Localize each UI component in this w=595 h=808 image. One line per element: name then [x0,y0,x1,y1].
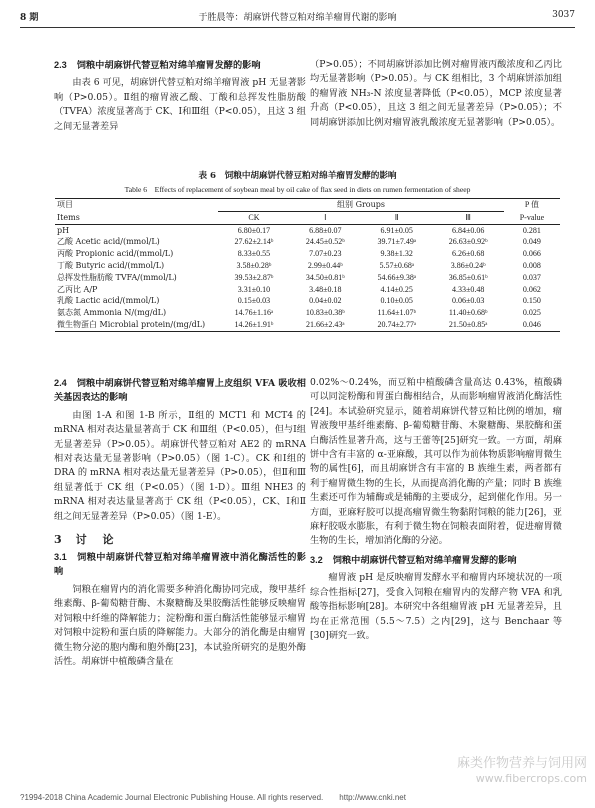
group-header-3: Ⅲ [465,212,471,222]
cell: 0.06±0.03 [451,296,485,306]
paragraph: 由表 6 可见，胡麻饼代替豆粕对绵羊瘤胃液 pH 无显著影响（P>0.05）。Ⅱ组的瘤胃液乙酸、丁酸和总挥发性脂肪酸（TVFA）浓度显著高于 CK、Ⅰ和Ⅲ组（P<0.05），且这 3 组之间无显著差异 [54,77,306,132]
table-row [55,295,560,307]
watermark [457,756,587,786]
cell: 0.049 [522,237,541,247]
cell: 21.50±0.85ᵃ [448,319,488,329]
left-column-bottom [54,376,306,669]
right-column-top [310,58,562,130]
cell: 20.74±2.77ᵃ [377,319,417,329]
cell: 3.58±0.28ᵇ [236,260,272,270]
cell: 4.14±0.25 [380,284,413,294]
cell: 7.07±0.23 [309,249,342,259]
cell: 4.33±0.48 [451,284,485,294]
paragraph: （P>0.05）；不同胡麻饼添加比例对瘤胃液丙酸浓度和乙丙比均无显著影响（P>0.05）。与 CK 组相比，3 个胡麻饼添加组的瘤胃液 NH₃-N 浓度显著降低（P<0.05），MCP 浓度显著升高（P<0.05），且这 3 组之间无显著差异（P>0.05）；不同胡麻饼添加比例对瘤胃液乳酸浓度无显著影响（P>0.05）。 [310,59,562,128]
row-label: 乙丙比 A/P [57,284,98,294]
section-heading-2-3: 2.3 饲粮中胡麻饼代替豆粕对绵羊瘤胃发酵的影响 [54,60,261,71]
cell: 6.26±0.68 [451,249,485,259]
cell: 54.66±9.38ᵃ [377,272,417,282]
cell: 9.38±1.32 [380,249,413,259]
cell: 6.88±0.07 [309,225,342,235]
watermark-line1: 麻类作物营养与饲用网 [456,756,587,771]
cell: 10.83±0.38ᵇ [305,308,345,318]
section-heading-2-4: 2.4 饲粮中胡麻饼代替豆粕对绵羊瘤胃上皮组织 VFA 吸收相关基因表达的影响 [54,378,306,404]
section-heading-3: 3 讨 论 [54,533,120,547]
cell: 34.50±0.81ᵇ [305,272,345,282]
cell: 5.57±0.68ᵃ [379,260,415,270]
group-header-1: Ⅰ [324,212,327,222]
cell: 0.281 [522,225,541,235]
section-heading-3-2: 3.2 饲粮中胡麻饼代替豆粕对绵羊瘤胃发酵的影响 [310,554,517,566]
cell: 2.99±0.44ᵇ [307,260,343,270]
table-row [55,224,560,236]
cell: 0.04±0.02 [309,296,342,306]
right-column-bottom [310,376,562,643]
cell: 0.037 [522,272,541,282]
table-caption-en: Table 6 Effects of replacement of soybean meal by oil cake of flax seed in diets on rumen fermentation of sheep [124,185,471,194]
items-header-en: Items [57,212,80,222]
page-number: 3037 [552,10,575,20]
table-row [55,307,560,319]
row-label: 乙酸 Acetic acid/(mmol/L) [57,237,160,247]
cell: 24.45±0.52ᵇ [305,237,345,247]
cell: 39.53±2.87ᵇ [234,272,274,282]
row-label: 丁酸 Butyric acid/(mmol/L) [57,260,165,270]
cell: 6.84±0.06 [451,225,485,235]
copyright-footer: ?1994-2018 China Academic Journal Electronic Publishing House. All rights reserved. http://www.cnki.net [20,793,406,802]
table-row [55,319,560,331]
row-label: 微生物蛋白 Microbial protein/(mg/dL) [57,319,206,329]
issue-number: 8 期 [20,13,39,23]
watermark-line2: www.fibercrops.com [475,772,587,785]
table-row [55,284,560,296]
table-row [55,236,560,248]
cell: 0.150 [522,296,541,306]
pvalue-header-en: P-value [519,212,545,222]
cell: 11.64±1.07ᵇ [377,308,417,318]
groups-header: 组别 Groups [218,199,504,212]
cell: 26.63±0.92ᵇ [448,237,488,247]
paragraph: 0.02%～0.24%，而豆粕中植酸磷含量高达 0.43%，植酸磷可以同淀粉酶和胃蛋白酶相结合，从而影响瘤胃液消化酶活性[24]。本试验研究显示，随着胡麻饼代替豆粕比例的增加，瘤胃液羧甲基纤维素酶、β-葡萄糖苷酶、木聚糖酶、果胶酶和蛋白酶活性显著升高，这与王蕾等[25]研究一致。一方面，胡麻饼中含有丰富的 α-亚麻酸，其可以作为前体物质影响瘤胃微生物的属性[6]，而且胡麻饼含有丰富的 B 族维生素，两者都有利于瘤胃微生物的生长，从而提高消化酶的产量；同时 B 族维生素还可作为辅酶或是辅酶的主要成分，起到催化作用。另一方面，亚麻籽胶可以提高瘤胃微生物黏附饲粮的能力[26]，亚麻籽胶吸水膨胀，有利于微生物在饲粮表面附着，促进瘤胃微生物的生长，增加消化酶的分泌。 [310,377,562,547]
table-row [55,272,560,284]
paragraph: 由图 1-A 和图 1-B 所示，Ⅱ组的 MCT1 和 MCT4 的 mRNA 相对表达量显著高于 CK 和Ⅲ组（P<0.05），但与Ⅰ组无显著差异（P>0.05）。胡麻饼代替豆粕对 AE2 的 mRNA 相对表达量无显著影响（P>0.05）（图 1-C）。CK 和Ⅰ组的 DRA 的 mRNA 相对表达量无显著差异（P>0.05），但Ⅱ和Ⅲ组显著低于 CK 组（P<0.05）（图 1-D）。Ⅲ组 NHE3 的 mRNA 相对表达量显著高于 CK 组（P<0.05），CK、Ⅰ和Ⅱ组之间无显著差异（P>0.05）（图 1-E）。 [54,409,306,522]
cell: 0.008 [522,260,541,270]
cell: 0.062 [522,284,541,294]
cell: 3.48±0.18 [309,284,342,294]
cell: 0.10±0.05 [380,296,413,306]
section-heading-3-1: 3.1 饲粮中胡麻饼代替豆粕对绵羊瘤胃液中消化酶活性的影响 [54,552,306,578]
row-label: 丙酸 Propionic acid/(mmol/L) [57,249,174,259]
cell: 0.025 [522,308,541,318]
cell: 0.046 [522,319,541,329]
group-header-2: Ⅱ [394,212,399,222]
table-row [55,248,560,260]
cell: 3.86±0.24ᵇ [450,260,486,270]
cell: 36.85±0.61ᵇ [448,272,488,282]
row-label: 乳酸 Lactic acid/(mmol/L) [57,296,160,306]
row-label: 氨态氮 Ammonia N/(mg/dL) [57,308,167,318]
pvalue-header-cn: P 值 [524,200,539,210]
cell: 6.91±0.05 [380,225,413,235]
running-header [20,10,575,26]
group-header-ck: CK [248,212,260,222]
items-header-cn: 项目 [57,200,73,210]
running-title: 于胜晨等：胡麻饼代替豆粕对绵羊瘤胃代谢的影响 [198,13,397,23]
table-caption-cn: 表 6 饲粮中胡麻饼代替豆粕对绵羊瘤胃发酵的影响 [198,171,397,181]
cell: 21.66±2.43ᵃ [306,319,345,329]
data-table [55,198,560,332]
cell: 27.62±2.14ᵇ [234,237,274,247]
cell: 14.76±1.16ᵃ [234,308,274,318]
cell: 6.80±0.17 [237,225,271,235]
row-label: 总挥发性脂肪酸 TVFA/(mmol/L) [57,272,177,282]
cell: 8.33±0.55 [237,249,271,259]
paragraph: 瘤胃液 pH 是反映瘤胃发酵水平和瘤胃内环境状况的一项综合性指标[27]，受食入饲粮在瘤胃内的发酵产物 VFA 和乳酸等指标影响[28]。本研究中各组瘤胃液 pH 无显著差异，且均在正常范围（5.5～7.5）之内[29]，这与 Benchaar 等[30]研究一致。 [310,572,562,641]
cell: 14.26±1.91ᵇ [234,319,274,329]
cell: 0.15±0.03 [237,296,271,306]
cell: 11.40±0.68ᵇ [448,308,488,318]
paragraph: 饲粮在瘤胃内的消化需要多种消化酶协同完成，羧甲基纤维素酶、β-葡萄糖苷酶、木聚糖酶及果胶酶活性能够反映瘤胃对饲粮中纤维的降解能力；淀粉酶和蛋白酶活性能够显示瘤胃对饲粮中淀粉和蛋白质的降解能力。大部分的消化酶是由瘤胃微生物分泌的胞内酶和胞外酶[23]，本试验所研究的是胞外酶活性。胡麻饼中植酸磷含量在 [54,583,306,667]
cell: 39.71±7.49ᵃ [377,237,417,247]
header-rule [20,27,575,28]
cell: 0.066 [522,249,541,259]
row-label: pH [57,225,70,235]
table-row [55,260,560,272]
left-column-top [54,58,306,134]
cell: 3.31±0.10 [237,284,271,294]
